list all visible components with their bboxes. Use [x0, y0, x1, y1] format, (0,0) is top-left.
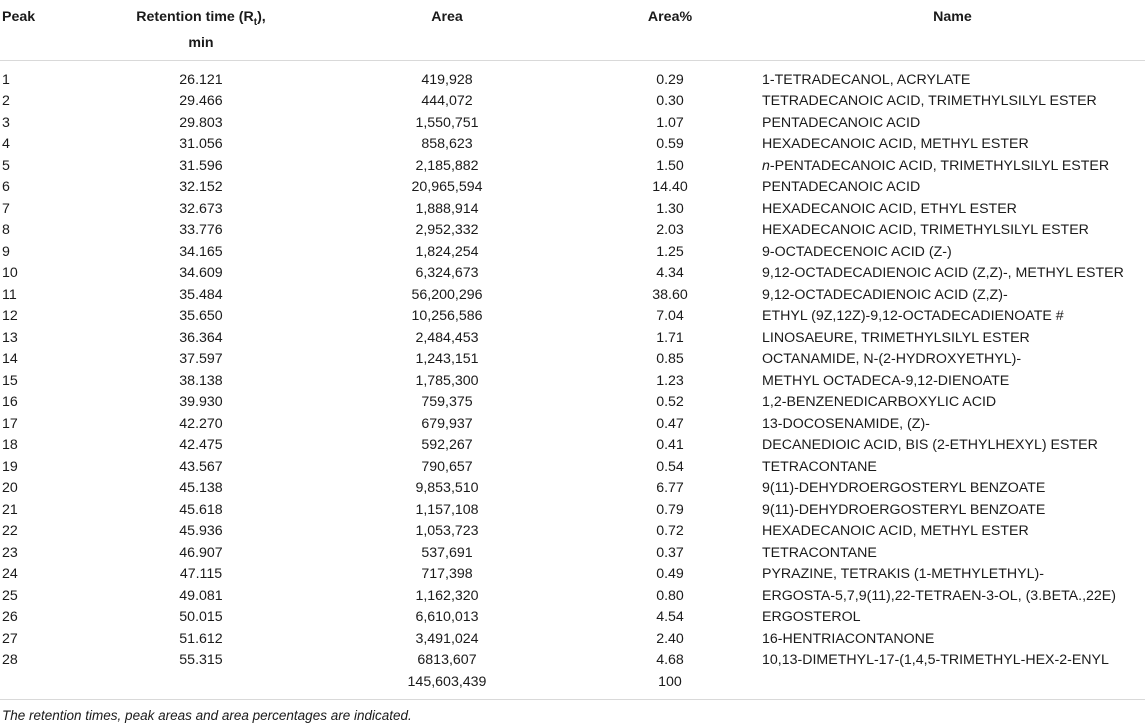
area-percent-cell: 0.80: [656, 587, 684, 604]
compound-name-prefix: n: [762, 157, 770, 174]
table-row: [0, 328, 1145, 350]
area-percent-cell: 0.29: [656, 71, 684, 88]
compound-name-text: PENTADECANOIC ACID: [762, 179, 921, 195]
table-row: [0, 177, 1145, 199]
area-percent-cell: 0.79: [656, 501, 684, 518]
peak-cell: 17: [2, 415, 18, 432]
table-row: [0, 392, 1145, 414]
peak-cell: 4: [2, 136, 10, 152]
area-cell: 1,243,151: [415, 351, 479, 367]
area-cell: 1,888,914: [415, 200, 479, 217]
area-percent-cell: 0.37: [656, 544, 684, 561]
area-cell: 759,375: [421, 394, 473, 410]
header-retention-time: [88, 0, 314, 60]
header-area-percent: Area%: [647, 9, 693, 25]
table-caption: The retention times, peak areas and area percentages are indicated.: [2, 708, 412, 723]
compound-name-cell: [760, 156, 1145, 178]
table-row: [0, 521, 1145, 543]
peak-cell: 20: [2, 480, 18, 496]
retention-time-cell: 43.567: [179, 458, 223, 475]
total-empty-name: [760, 672, 1145, 700]
header-area: Area: [431, 9, 463, 25]
table-row: [0, 607, 1145, 629]
compound-name-text: HEXADECANOIC ACID, ETHYL ESTER: [762, 200, 1017, 217]
area-cell: 592,267: [421, 437, 473, 453]
peak-cell: 1: [2, 71, 10, 88]
table-row: [0, 306, 1145, 328]
header-name: Name: [933, 9, 972, 25]
peak-cell: 12: [2, 308, 18, 324]
area-cell: 537,691: [421, 544, 473, 561]
retention-time-cell: 29.803: [179, 114, 223, 131]
table-row: [0, 220, 1145, 242]
peak-cell: 6: [2, 179, 10, 195]
peak-cell: 15: [2, 372, 18, 389]
compound-name-cell: [760, 177, 1145, 199]
compound-name-text: LINOSAEURE, TRIMETHYLSILYL ESTER: [762, 329, 1030, 346]
compound-name-text: 10,13-DIMETHYL-17-(1,4,5-TRIMETHYL-HEX-2-ENYL: [762, 652, 1109, 668]
area-percent-cell: 0.52: [656, 394, 684, 410]
compound-name-text: PENTADECANOIC ACID: [762, 114, 921, 131]
compound-name-cell: [760, 521, 1145, 543]
retention-time-cell: 26.121: [179, 71, 223, 88]
area-cell: 1,785,300: [415, 372, 479, 389]
compound-name-text: TETRACONTANE: [762, 544, 877, 561]
area-percent-cell: 2.40: [656, 630, 684, 647]
area-percent-cell: 4.68: [656, 652, 684, 668]
peak-cell: 24: [2, 566, 18, 582]
compound-name-cell: [760, 328, 1145, 350]
retention-time-cell: 38.138: [179, 372, 223, 389]
peak-cell: 14: [2, 351, 18, 367]
compound-name-text: ERGOSTEROL: [762, 609, 861, 625]
peak-cell: 2: [2, 93, 10, 109]
retention-time-cell: 55.315: [179, 652, 223, 668]
compound-name-text: 9(11)-DEHYDROERGOSTERYL BENZOATE: [762, 501, 1046, 518]
compound-name-cell: [760, 586, 1145, 608]
area-cell: 56,200,296: [411, 286, 483, 303]
compound-name-cell: [760, 242, 1145, 264]
area-cell: 3,491,024: [415, 630, 479, 647]
compound-name-text: PYRAZINE, TETRAKIS (1-METHYLETHYL)-: [762, 566, 1044, 582]
compound-name-text: -PENTADECANOIC ACID, TRIMETHYLSILYL ESTER: [769, 157, 1110, 174]
table-row: [0, 650, 1145, 672]
area-cell: 790,657: [421, 458, 473, 475]
retention-time-cell: 50.015: [179, 609, 223, 625]
area-percent-cell: 0.49: [656, 566, 684, 582]
area-cell: 10,256,586: [411, 308, 483, 324]
area-percent-cell: 1.30: [656, 200, 684, 217]
compound-name-cell: [760, 113, 1145, 135]
retention-time-cell: 45.936: [179, 523, 223, 539]
area-percent-cell: 2.03: [656, 222, 684, 238]
compound-name-text: TETRACONTANE: [762, 458, 877, 475]
table-row: [0, 629, 1145, 651]
area-percent-cell: 4.34: [656, 265, 684, 281]
compound-name-text: 9(11)-DEHYDROERGOSTERYL BENZOATE: [762, 480, 1046, 496]
area-cell: 6813,607: [417, 652, 477, 668]
peak-cell: 22: [2, 523, 18, 539]
compound-name-cell: [760, 629, 1145, 651]
retention-time-cell: 29.466: [179, 93, 223, 109]
area-cell: 6,324,673: [415, 265, 479, 281]
header-peak: Peak: [2, 9, 36, 25]
compound-name-cell: [760, 607, 1145, 629]
retention-time-cell: 42.475: [179, 437, 223, 453]
retention-time-cell: 36.364: [179, 329, 223, 346]
table-row: [0, 199, 1145, 221]
compound-name-text: 9,12-OCTADECADIENOIC ACID (Z,Z)-, METHYL ESTER: [762, 265, 1124, 281]
table-row: [0, 435, 1145, 457]
area-percent-cell: 0.30: [656, 93, 684, 109]
retention-time-cell: 31.596: [179, 157, 223, 174]
retention-time-cell: 49.081: [179, 587, 223, 604]
table-row: [0, 134, 1145, 156]
compound-name-text: 1,2-BENZENEDICARBOXYLIC ACID: [762, 394, 997, 410]
retention-time-cell: 33.776: [179, 222, 223, 238]
compound-name-cell: [760, 564, 1145, 586]
area-cell: 1,162,320: [415, 587, 479, 604]
peak-cell: 11: [2, 286, 17, 303]
retention-time-cell: 45.618: [179, 501, 223, 518]
table-row: [0, 242, 1145, 264]
area-percent-cell: 1.50: [656, 157, 684, 174]
peak-cell: 25: [2, 587, 18, 604]
compound-name-cell: [760, 285, 1145, 307]
peak-cell: 8: [2, 222, 10, 238]
area-cell: 2,952,332: [415, 222, 479, 238]
area-cell: 6,610,013: [415, 609, 479, 625]
compound-name-cell: [760, 392, 1145, 414]
retention-time-cell: 31.056: [179, 136, 223, 152]
compound-name-cell: [760, 306, 1145, 328]
header-retention-time-close: ),: [257, 9, 266, 25]
area-cell: 444,072: [421, 93, 473, 109]
compound-name-text: HEXADECANOIC ACID, METHYL ESTER: [762, 523, 1029, 539]
compound-name-text: 9-OCTADECENOIC ACID (Z-): [762, 243, 952, 260]
area-cell: 1,824,254: [415, 243, 479, 260]
table-body: [0, 60, 1145, 700]
peak-cell: 26: [2, 609, 18, 625]
table-row: [0, 349, 1145, 371]
compound-name-text: 1-TETRADECANOL, ACRYLATE: [762, 71, 971, 88]
retention-time-cell: 35.484: [179, 286, 223, 303]
compound-name-cell: [760, 349, 1145, 371]
area-percent-cell: 7.04: [656, 308, 684, 324]
retention-time-cell: 37.597: [179, 351, 223, 367]
area-percent-cell: 0.72: [656, 523, 684, 539]
compound-name-cell: [760, 500, 1145, 522]
area-percent-cell: 0.54: [656, 458, 684, 475]
peak-cell: 16: [2, 394, 18, 410]
table-row: [0, 113, 1145, 135]
table-row: [0, 263, 1145, 285]
retention-time-cell: 32.152: [179, 179, 223, 195]
area-cell: 1,550,751: [415, 114, 479, 131]
peak-cell: 7: [2, 200, 10, 217]
area-cell: 2,484,453: [415, 329, 479, 346]
area-percent-cell: 1.71: [656, 329, 684, 346]
area-cell: 20,965,594: [411, 179, 483, 195]
compound-name-cell: [760, 220, 1145, 242]
compound-name-text: 13-DOCOSENAMIDE, (Z)-: [762, 415, 930, 432]
compound-name-cell: [760, 199, 1145, 221]
total-empty-peak: [0, 672, 88, 700]
table-row: [0, 285, 1145, 307]
compound-name-cell: [760, 60, 1145, 91]
area-percent-cell: 38.60: [652, 286, 688, 303]
retention-time-cell: 46.907: [179, 544, 223, 561]
compound-name-text: HEXADECANOIC ACID, METHYL ESTER: [762, 136, 1029, 152]
peak-cell: 21: [2, 501, 18, 518]
compound-name-cell: [760, 457, 1145, 479]
retention-time-cell: 45.138: [179, 480, 223, 496]
compound-name-cell: [760, 478, 1145, 500]
table-row: [0, 564, 1145, 586]
compound-name-cell: [760, 134, 1145, 156]
compound-name-text: TETRADECANOIC ACID, TRIMETHYLSILYL ESTER: [762, 93, 1097, 109]
table-row: [0, 371, 1145, 393]
compound-name-text: ETHYL (9Z,12Z)-9,12-OCTADECADIENOATE #: [762, 308, 1064, 324]
peak-cell: 10: [2, 265, 18, 281]
area-percent-cell: 4.54: [656, 609, 684, 625]
compound-name-text: ERGOSTA-5,7,9(11),22-TETRAEN-3-OL, (3.BETA.,22E): [762, 587, 1116, 604]
area-cell: 419,928: [421, 71, 473, 88]
table-row: [0, 543, 1145, 565]
table-row: [0, 91, 1145, 113]
area-cell: 717,398: [421, 566, 473, 582]
compound-name-cell: [760, 371, 1145, 393]
table-row: [0, 478, 1145, 500]
peak-cell: 13: [2, 329, 18, 346]
area-percent-cell: 0.41: [656, 437, 684, 453]
peak-cell: 3: [2, 114, 10, 131]
header-retention-time-label: Retention time (R: [136, 9, 254, 25]
area-percent-cell: 6.77: [656, 480, 684, 496]
compound-name-text: OCTANAMIDE, N-(2-HYDROXYETHYL)-: [762, 351, 1022, 367]
table-header: [0, 0, 1145, 60]
retention-time-cell: 32.673: [179, 200, 223, 217]
compound-name-text: METHYL OCTADECA-9,12-DIENOATE: [762, 372, 1010, 389]
area-percent-cell: 1.07: [656, 114, 684, 131]
peak-cell: 18: [2, 437, 18, 453]
area-percent-cell: 0.59: [656, 136, 684, 152]
area-cell: 9,853,510: [415, 480, 479, 496]
area-percent-cell: 0.47: [656, 415, 684, 432]
table-row: [0, 414, 1145, 436]
retention-time-cell: 34.165: [179, 243, 223, 260]
area-percent-cell: 14.40: [652, 179, 688, 195]
retention-time-cell: 39.930: [179, 394, 223, 410]
area-cell: 679,937: [421, 415, 473, 432]
area-cell: 2,185,882: [415, 157, 479, 174]
retention-time-cell: 42.270: [179, 415, 223, 432]
area-percent-cell: 1.25: [656, 243, 684, 260]
header-retention-time-subscript: t: [253, 16, 258, 28]
peak-cell: 27: [2, 630, 18, 647]
compound-name-cell: [760, 263, 1145, 285]
area-cell: 1,053,723: [415, 523, 479, 539]
compound-name-text: HEXADECANOIC ACID, TRIMETHYLSILYL ESTER: [762, 222, 1089, 238]
compound-name-text: 16-HENTRIACONTANONE: [762, 630, 935, 647]
retention-time-cell: 35.650: [179, 308, 223, 324]
peak-cell: 28: [2, 652, 18, 668]
area-percent-cell: 1.23: [656, 372, 684, 389]
retention-time-cell: 34.609: [179, 265, 223, 281]
area-cell: 858,623: [421, 136, 473, 152]
total-row: [0, 672, 1145, 700]
compound-name-text: 9,12-OCTADECADIENOIC ACID (Z,Z)-: [762, 286, 1008, 303]
table-row: [0, 500, 1145, 522]
compound-name-cell: [760, 414, 1145, 436]
compound-name-cell: [760, 435, 1145, 457]
peak-cell: 9: [2, 243, 10, 260]
table-row: [0, 60, 1145, 91]
header-retention-time-unit: min: [188, 34, 214, 51]
area-percent-cell: 0.85: [656, 351, 684, 367]
retention-time-cell: 47.115: [179, 566, 223, 582]
compound-name-cell: [760, 91, 1145, 113]
compound-name-cell: [760, 650, 1145, 672]
peak-cell: 5: [2, 157, 10, 174]
total-area-cell: 145,603,439: [407, 673, 487, 690]
retention-time-cell: 51.612: [179, 630, 223, 647]
peak-cell: 19: [2, 458, 18, 475]
total-empty-rt: [88, 672, 314, 700]
peak-cell: 23: [2, 544, 18, 561]
table-row: [0, 156, 1145, 178]
compound-name-cell: [760, 543, 1145, 565]
compound-name-text: DECANEDIOIC ACID, BIS (2-ETHYLHEXYL) ESTER: [762, 437, 1098, 453]
area-cell: 1,157,108: [415, 501, 479, 518]
header-row: [0, 0, 1145, 60]
table-row: [0, 586, 1145, 608]
table-row: [0, 457, 1145, 479]
total-area-percent-cell: 100: [658, 673, 682, 690]
